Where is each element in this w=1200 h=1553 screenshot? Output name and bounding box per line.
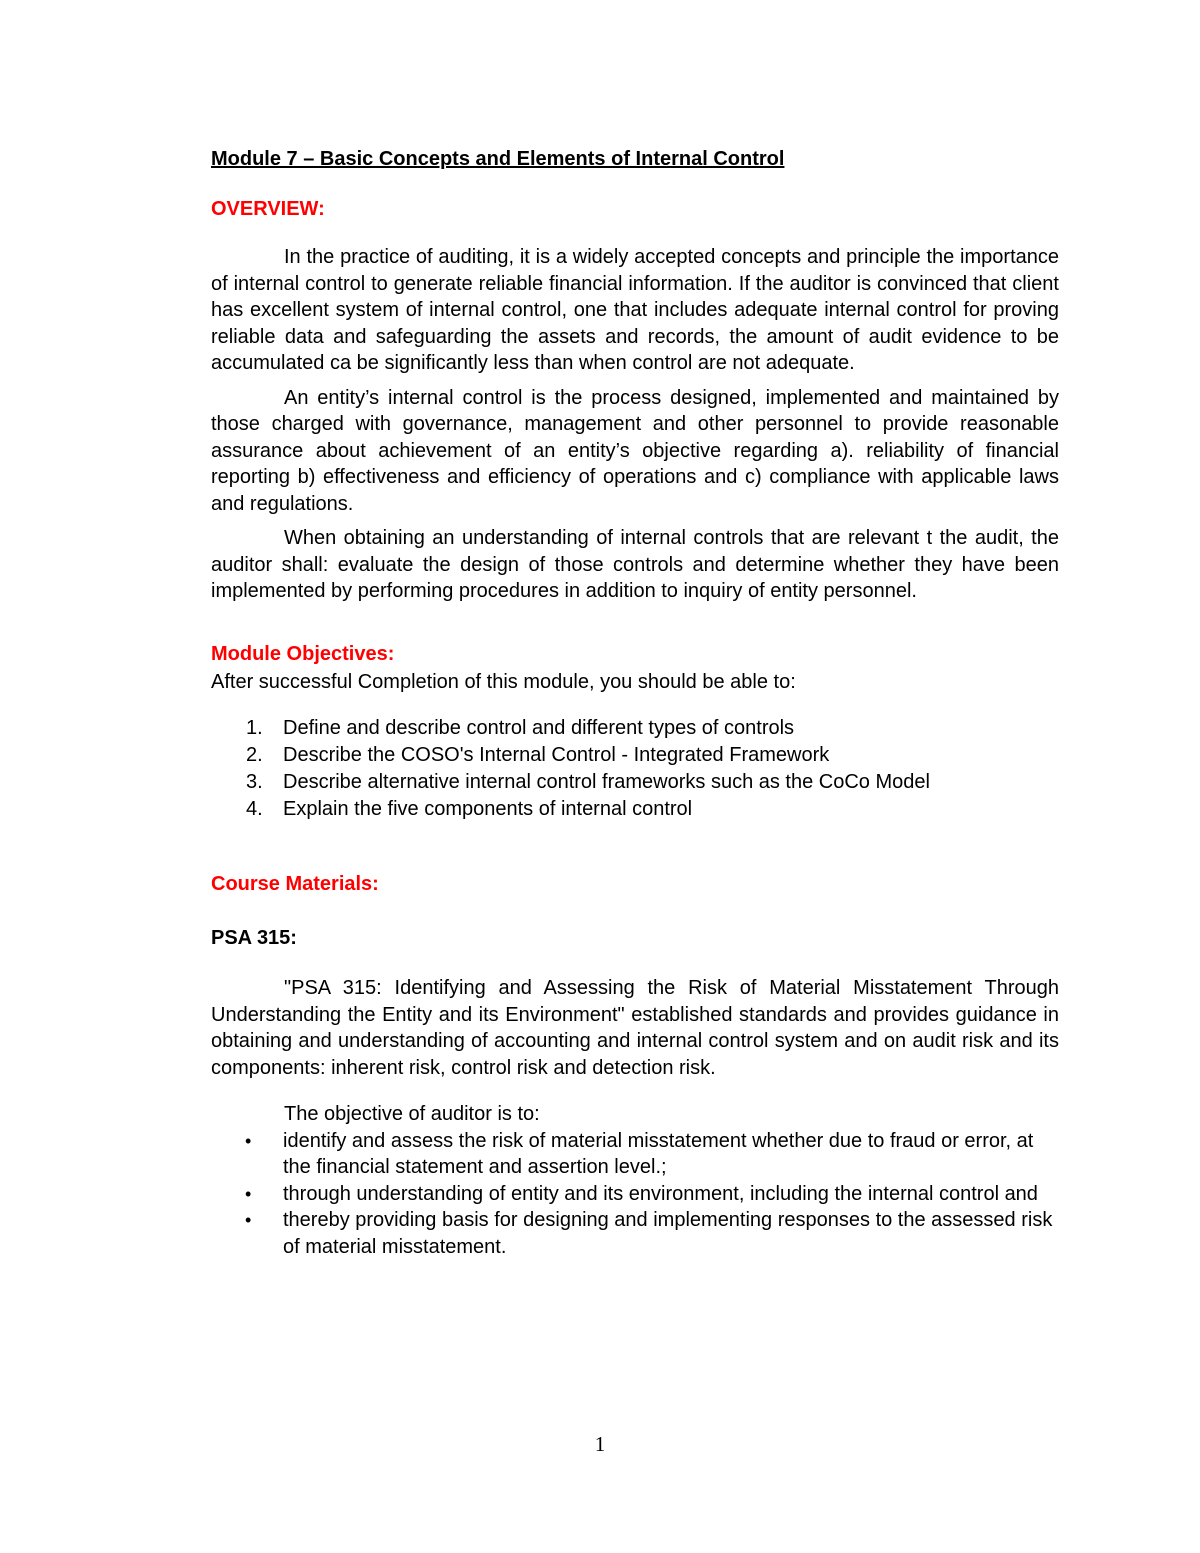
list-item-text: Explain the five components of internal control (283, 798, 693, 820)
overview-paragraph-3: When obtaining an understanding of internal controls that are relevant t the audit, the auditor shall: evaluate the design of those controls and determine whether they have been implemented by performing procedures in addition to inquiry of entity personnel. (211, 527, 1059, 602)
list-item (211, 1207, 1059, 1260)
bullet-icon: • (245, 1210, 252, 1230)
objectives-heading: Module Objectives: (211, 642, 395, 665)
auditor-objective-intro: The objective of auditor is to: (284, 1103, 540, 1125)
document-title: Module 7 – Basic Concepts and Elements of Internal Control (211, 148, 785, 170)
list-item-text: Define and describe control and different types of controls (283, 717, 795, 739)
list-item-text: Describe alternative internal control frameworks such as the CoCo Model (283, 771, 930, 793)
list-item-text: thereby providing basis for designing and implementing responses to the assessed risk of material misstatement. (283, 1209, 1053, 1258)
list-item-text: Describe the COSO's Internal Control - Integrated Framework (283, 744, 830, 766)
overview-heading: OVERVIEW: (211, 198, 325, 220)
objectives-intro: After successful Completion of this module, you should be able to: (211, 670, 796, 693)
list-item-text: through understanding of entity and its environment, including the internal control and (283, 1182, 1038, 1205)
list-item (211, 796, 1059, 823)
list-item (211, 742, 1059, 769)
psa-315-paragraph: "PSA 315: Identifying and Assessing the Risk of Material Misstatement Through Understanding the Entity and its Environment" established standards and provides guidance in obtaining and understanding of accounting and internal control system and on audit risk and its components: inherent risk, control risk and detection risk. (211, 977, 1059, 1079)
objectives-list (211, 715, 1059, 823)
bullet-icon: • (245, 1183, 252, 1204)
bullet-icon: • (245, 1130, 252, 1151)
overview-paragraph-1: In the practice of auditing, it is a widely accepted concepts and principle the importance of internal control to generate reliable financial information. If the auditor is convinced that client has excellent system of internal control, one that includes adequate internal control for proving reliable data and safeguarding the assets and records, the amount of audit evidence to be accumulated ca be significantly less than when control are not adequate. (211, 246, 1059, 374)
list-number: 2. (246, 744, 263, 766)
list-number: 3. (246, 771, 263, 793)
course-materials-heading: Course Materials: (211, 873, 379, 895)
list-item (211, 769, 1059, 796)
list-item (211, 1128, 1059, 1181)
auditor-objective-list (211, 1128, 1059, 1261)
list-item (211, 1181, 1059, 1208)
document-body (211, 142, 1059, 1260)
list-item-text: identify and assess the risk of material misstatement whether due to fraud or error, at the financial statement and assertion level.; (283, 1129, 1034, 1178)
overview-paragraph-2: An entity’s internal control is the process designed, implemented and maintained by those charged with governance, management and other personnel to provide reasonable assurance about achievement of an entity’s objective regarding a). reliability of financial reporting b) effectiveness and efficiency of operations and c) compliance with applicable laws and regulations. (211, 386, 1059, 515)
page-number: 1 (594, 1432, 606, 1456)
list-item (211, 715, 1059, 742)
list-number: 1. (246, 717, 263, 739)
psa-315-heading: PSA 315: (211, 927, 297, 949)
list-number: 4. (246, 798, 263, 820)
